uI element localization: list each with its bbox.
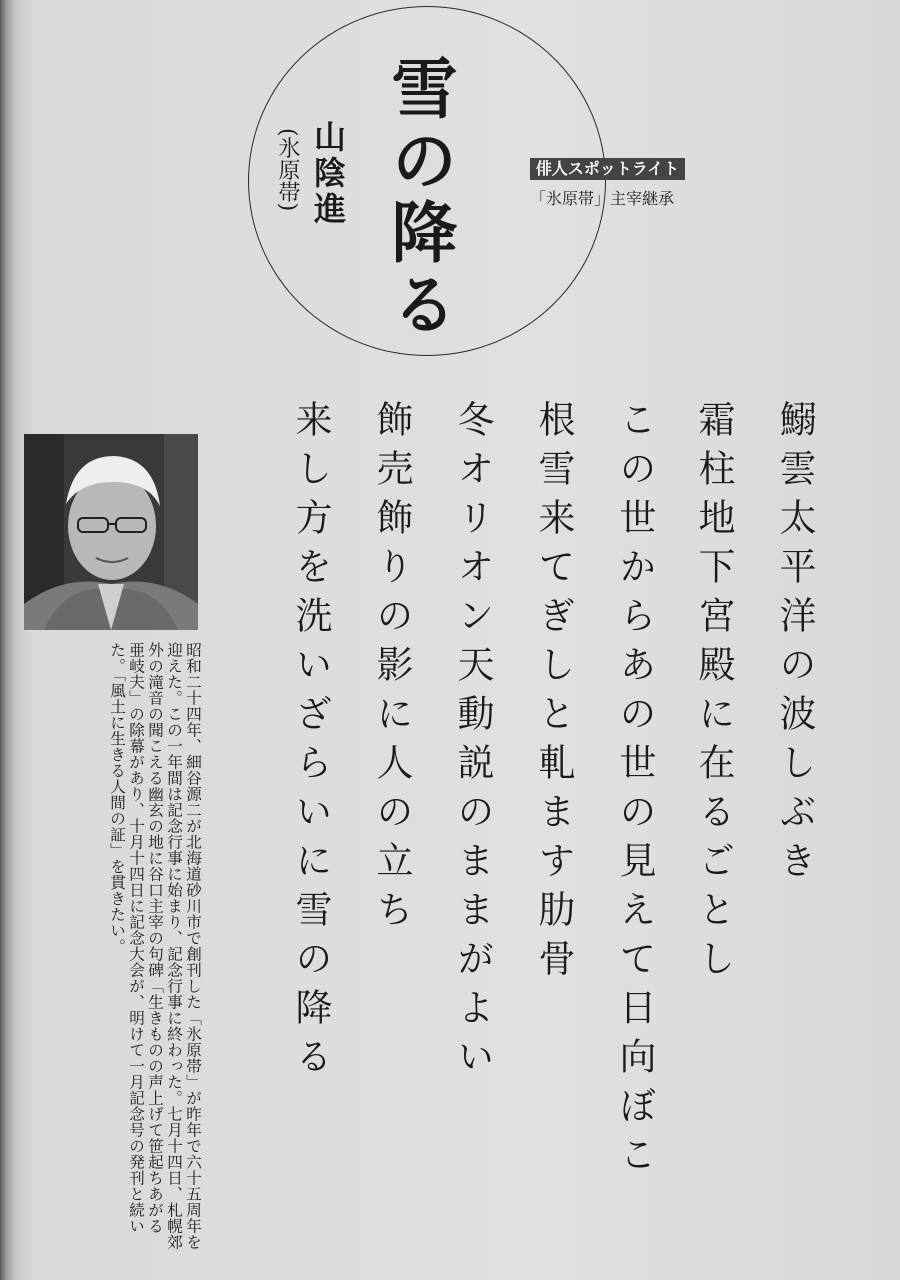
haiku-line: 鰯雲太平洋の波しぶき — [773, 400, 816, 890]
haiku-line: 冬オリオン天動説のままがよい — [451, 400, 494, 1086]
haiku-line: この世からあの世の見えて日向ぼこ — [613, 400, 656, 1184]
author-group: (氷原帯) — [275, 128, 300, 212]
portrait-photo — [24, 434, 198, 630]
author-name: 山陰進 — [309, 120, 347, 228]
haiku-line: 来し方を洗いざらいに雪の降る — [289, 400, 332, 1086]
haiku-line: 霜柱地下宮殿に在るごとし — [692, 400, 735, 988]
portrait-icon — [24, 434, 198, 630]
author-bio: 昭和二十四年、細谷源二が北海道砂川市で創刊した「氷原帯」が昨年で六十五周年を迎えた。この一年間は記念行事に始まり、記念行事に終わった。七月十四日、札幌郊外の滝音の聞こえる幽玄の地に谷口主宰の句碑「生きものの声上げて笹起ちあがる 亜岐夫」の除幕があり、十月十四日に記念大会が、明けて一月記念号の発刊と続いた。「風土に生きる人間の証」を貫きたい。 — [108, 642, 202, 1250]
spotlight-subtitle: 「氷原帯」主宰継承 — [530, 189, 675, 208]
haiku-line: 根雪来てぎしと軋ます肋骨 — [532, 400, 575, 988]
haiku-line: 飾売飾りの影に人の立ち — [370, 400, 413, 939]
page-title: 雪の降る — [380, 54, 458, 342]
spotlight-label: 俳人スポットライト — [530, 158, 685, 180]
